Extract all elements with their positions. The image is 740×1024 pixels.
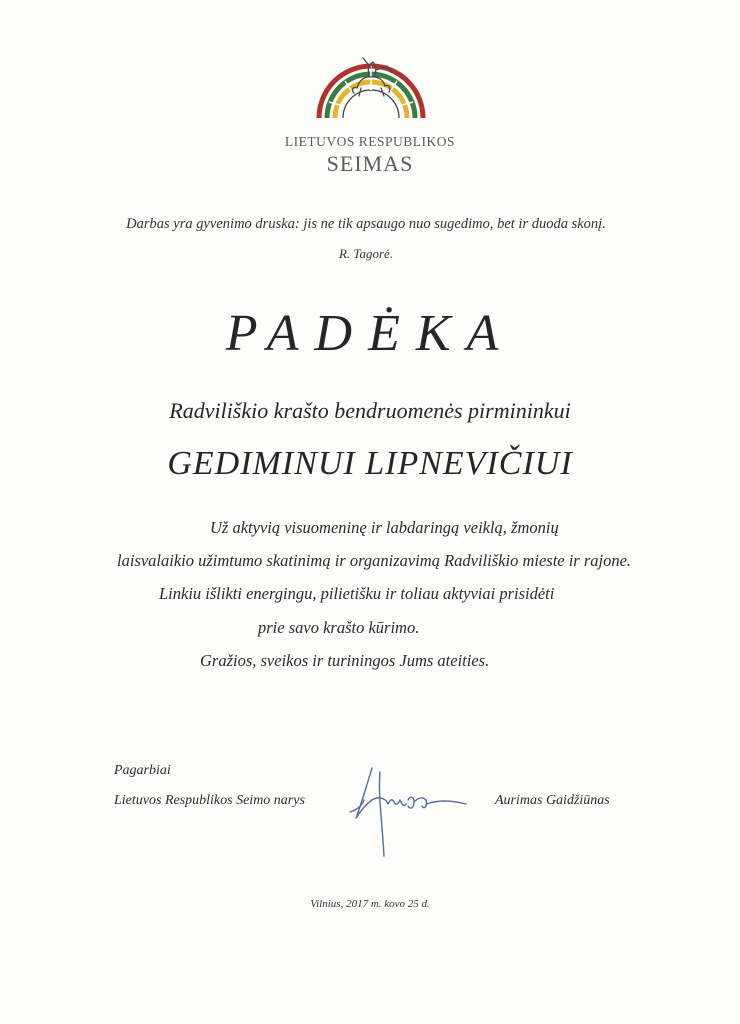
recipient-role: Radviliškio krašto bendruomenės pirmininkui bbox=[169, 398, 571, 423]
body-line-2: laisvalaikio užimtumo skatinimą ir organizavimą Radviliškio mieste ir rajone. bbox=[117, 551, 632, 570]
signer-title: Lietuvos Respublikos Seimo narys bbox=[114, 793, 305, 808]
certificate-title: PADĖKA bbox=[225, 305, 515, 362]
body-line-1: Už aktyvią visuomeninę ir labdaringą veiklą, žmonių bbox=[210, 518, 559, 537]
place-date: Vilnius, 2017 m. kovo 25 d. bbox=[310, 898, 430, 910]
signature-icon bbox=[342, 760, 478, 860]
epigraph-author: R. Tagorė. bbox=[338, 246, 394, 261]
body-line-3: Linkiu išlikti energingu, pilietišku ir toliau aktyviai prisidėti bbox=[159, 584, 555, 603]
body-line-4: prie savo krašto kūrimo. bbox=[258, 618, 420, 637]
recipient-name: GEDIMINUI LIPNEVIČIUI bbox=[167, 445, 573, 482]
seimas-logo-icon bbox=[305, 44, 437, 124]
org-name-line2: SEIMAS bbox=[326, 151, 414, 176]
signer-name: Aurimas Gaidžiūnas bbox=[495, 793, 610, 808]
org-name-line1: LIETUVOS RESPUBLIKOS bbox=[284, 134, 456, 149]
epigraph-quote: Darbas yra gyvenimo druska: jis ne tik apsaugo nuo sugedimo, bet ir duoda skonį. bbox=[126, 216, 606, 232]
closing-greeting: Pagarbiai bbox=[114, 763, 171, 778]
body-line-5: Gražios, sveikos ir turiningos Jums ateities. bbox=[200, 651, 490, 670]
